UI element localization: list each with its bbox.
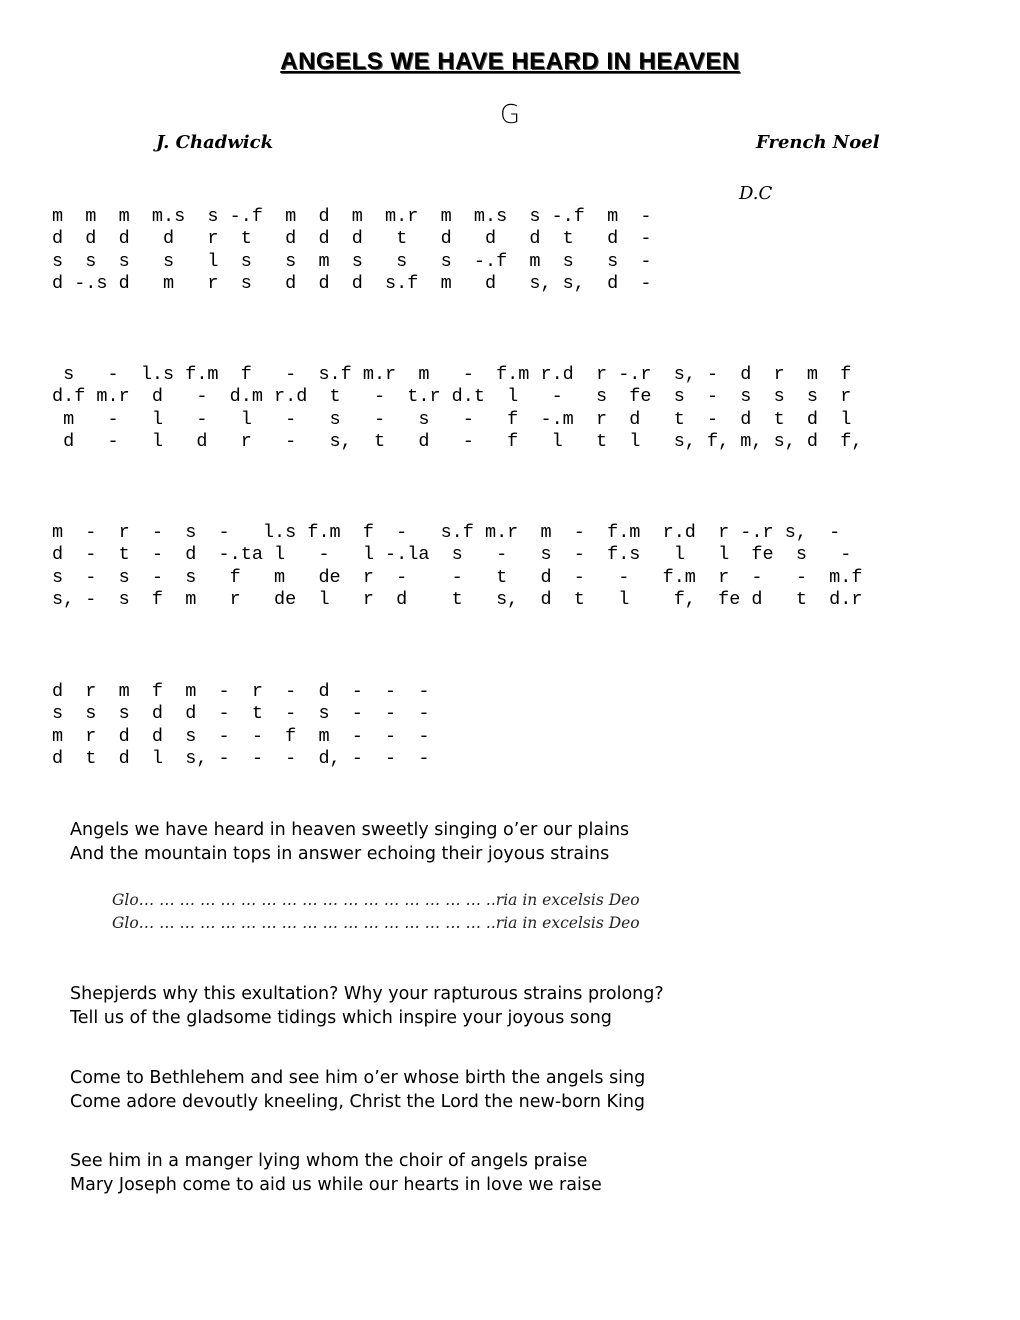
verse-line: Angels we have heard in heaven sweetly singing o’er our plains [70,820,630,840]
solfa-system-3 [52,522,862,612]
verse-1 [70,818,629,866]
soprano-line: d r m f m - r - d - - - [52,681,430,702]
key-signature: G [499,100,521,130]
chorus-line: Glo… … … … … … … … … … … … … … … … … ..ria in excelsis Deo [112,891,640,909]
alto-line: d d d d r t d d d t d d d t d - [52,228,652,250]
song-title: ANGELS WE HAVE HEARD IN HEAVEN [280,48,740,75]
verse-line: Mary Joseph come to aid us while our hearts in love we raise [70,1175,602,1195]
verse-line: Shepjerds why this exultation? Why your rapturous strains prolong? [70,984,664,1004]
bass-line: s, - s f m r de l r d t s, d t l f, fe d t d.r [52,589,863,611]
tenor-line: m r d d s - - f m - - - [52,725,430,747]
verse-line: And the mountain tops in answer echoing their joyous strains [70,844,610,864]
soprano-line: m - r - s - l.s f.m f - s.f m.r m - f.m r.d r -.r s, - [52,522,841,543]
verse-line: Come adore devoutly kneeling, Christ the Lord the new-born King [70,1092,646,1112]
alto-line: s s s d d - t - s - - - [52,703,430,725]
alto-line: d - t - d -.ta l - l -.la s - s - f.s l l fe s - [52,544,852,566]
tenor-line: s s s s l s s m s s s -.f m s s - [52,250,652,272]
solfa-system-2 [52,364,862,454]
bass-line: d - l d r - s, t d - f l t l s, f, m, s, d f, [52,431,863,453]
tenor-line: m - l - l - s - s - f -.m r d t - d t d l [52,408,852,430]
alto-line: d.f m.r d - d.m r.d t - t.r d.t l - s fe s - s s s r [52,386,852,408]
verse-line: Tell us of the gladsome tidings which inspire your joyous song [70,1008,612,1028]
bass-line: d t d l s, - - - d, - - - [52,748,430,770]
solfa-system-4 [52,681,429,771]
soprano-line: s - l.s f.m f - s.f m.r m - f.m r.d r -.r s, - d r m f [52,364,852,385]
solfa-system-1 [52,206,652,296]
verse-2 [70,982,664,1030]
verse-line: Come to Bethlehem and see him o’er whose birth the angels sing [70,1068,646,1088]
chorus [112,889,640,935]
bass-line: d -.s d m r s d d d s.f m d s, s, d - [52,273,652,295]
verse-4 [70,1149,602,1197]
chorus-line: Glo… … … … … … … … … … … … … … … … … ..ria in excelsis Deo [112,914,640,932]
soprano-line: m m m m.s s -.f m d m m.r m m.s s -.f m - [52,206,652,227]
tenor-line: s - s - s f m de r - - t d - - f.m r - - m.f [52,566,863,588]
verse-3 [70,1066,645,1114]
dc-mark: D.C [739,183,773,204]
arranger-credit: J. Chadwick [156,132,274,153]
verse-line: See him in a manger lying whom the choir of angels praise [70,1151,588,1171]
source-credit: French Noel [756,132,880,153]
